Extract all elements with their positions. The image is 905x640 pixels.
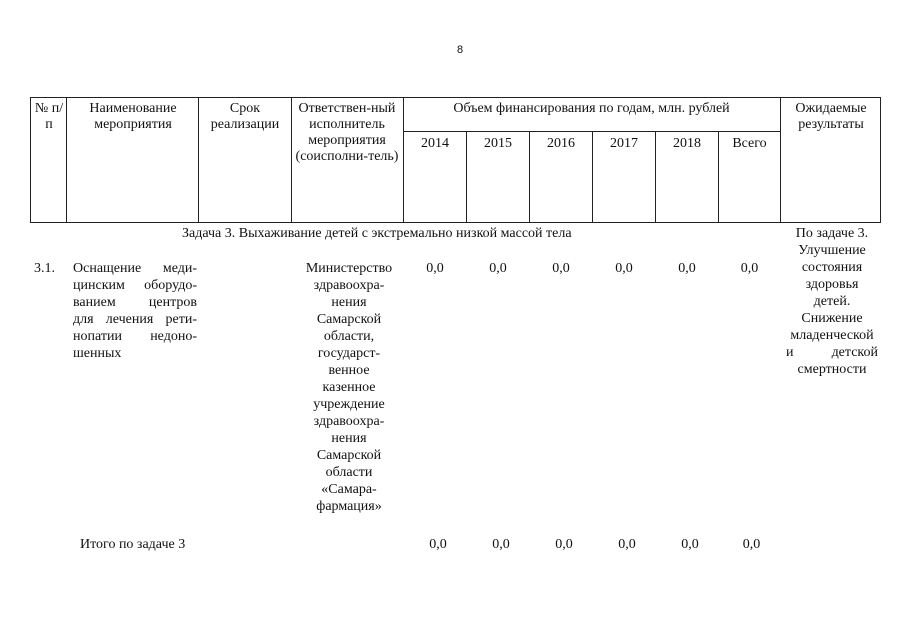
result-word: и xyxy=(786,345,794,360)
year-2017: 2017 xyxy=(610,136,638,151)
year-2015: 2015 xyxy=(484,136,512,151)
result-line: младенческой xyxy=(790,328,874,343)
total-value-total: 0,0 xyxy=(742,537,761,552)
name-line: для лечения рети- xyxy=(73,312,197,327)
result-line: детей. xyxy=(813,294,851,309)
executor-line: здравоохра- xyxy=(313,278,385,293)
header-executor: Ответствен-ный исполнитель мероприятия (соисполни-тель) xyxy=(295,101,399,164)
year-2016: 2016 xyxy=(547,136,575,151)
executor-line: казенное xyxy=(322,380,376,395)
header-funding: Объем финансирования по годам, млн. рублей xyxy=(453,101,730,116)
executor-line: учреждение xyxy=(313,397,385,412)
name-line: Оснащение меди- xyxy=(73,261,197,276)
result-line: смертности xyxy=(797,362,867,377)
year-total: Всего xyxy=(732,136,767,151)
executor-line: Самарской xyxy=(316,448,382,463)
header-name: Наименование мероприятия xyxy=(89,101,177,132)
row-value-2017: 0,0 xyxy=(615,261,633,276)
row-value-2015: 0,0 xyxy=(489,261,507,276)
executor-line: области, xyxy=(323,329,375,344)
task-results xyxy=(782,225,882,378)
executor-line: области xyxy=(325,465,373,480)
total-value-2018: 0,0 xyxy=(681,537,699,552)
col-divider xyxy=(66,98,67,222)
total-value-2014: 0,0 xyxy=(429,537,447,552)
result-line: состояния xyxy=(801,260,863,275)
total-value-2016: 0,0 xyxy=(555,537,573,552)
result-line: По задаче 3. xyxy=(795,226,869,241)
total-value-2015: 0,0 xyxy=(492,537,510,552)
header-term: Срок реализации xyxy=(210,101,280,132)
result-line: Снижение xyxy=(801,311,863,326)
page-number: 8 xyxy=(456,44,464,56)
name-line: ванием центров xyxy=(73,295,197,310)
year-2018: 2018 xyxy=(673,136,701,151)
task-title: Задача 3. Выхаживание детей с экстремально низкой массой тела xyxy=(182,226,572,241)
executor-line: «Самара- xyxy=(321,482,377,497)
row-value-total: 0,0 xyxy=(740,261,759,276)
executor-line: здравоохра- xyxy=(313,414,385,429)
row-value-2016: 0,0 xyxy=(552,261,570,276)
total-value-2017: 0,0 xyxy=(618,537,636,552)
col-divider xyxy=(780,98,781,222)
result-line: здоровья xyxy=(805,277,859,292)
executor-line: венное xyxy=(328,363,370,378)
row-name xyxy=(73,260,197,362)
executor-line: Министерство xyxy=(305,261,393,276)
name-line: шенных xyxy=(73,346,122,361)
col-divider xyxy=(291,98,292,222)
executor-line: государст- xyxy=(317,346,381,361)
col-divider xyxy=(198,98,199,222)
name-line: цинским оборудо- xyxy=(73,278,197,293)
name-line: нопатии недоно- xyxy=(73,329,197,344)
header-results: Ожидаемые результаты xyxy=(795,101,867,132)
executor-line: фармация» xyxy=(316,499,382,514)
result-line xyxy=(782,344,882,361)
executor-line: нения xyxy=(331,295,367,310)
executor-line: Самарской xyxy=(316,312,382,327)
col-divider xyxy=(403,98,404,222)
executor-line: нения xyxy=(331,431,367,446)
result-line: Улучшение xyxy=(798,243,866,258)
result-word: детской xyxy=(831,345,878,360)
total-label: Итого по задаче 3 xyxy=(80,537,186,552)
header-num: № п/п xyxy=(34,101,64,132)
row-value-2014: 0,0 xyxy=(426,261,444,276)
year-2014: 2014 xyxy=(421,136,449,151)
row-executor xyxy=(296,260,402,515)
row-value-2018: 0,0 xyxy=(678,261,696,276)
table-header xyxy=(30,97,881,223)
row-num: 3.1. xyxy=(34,261,55,276)
